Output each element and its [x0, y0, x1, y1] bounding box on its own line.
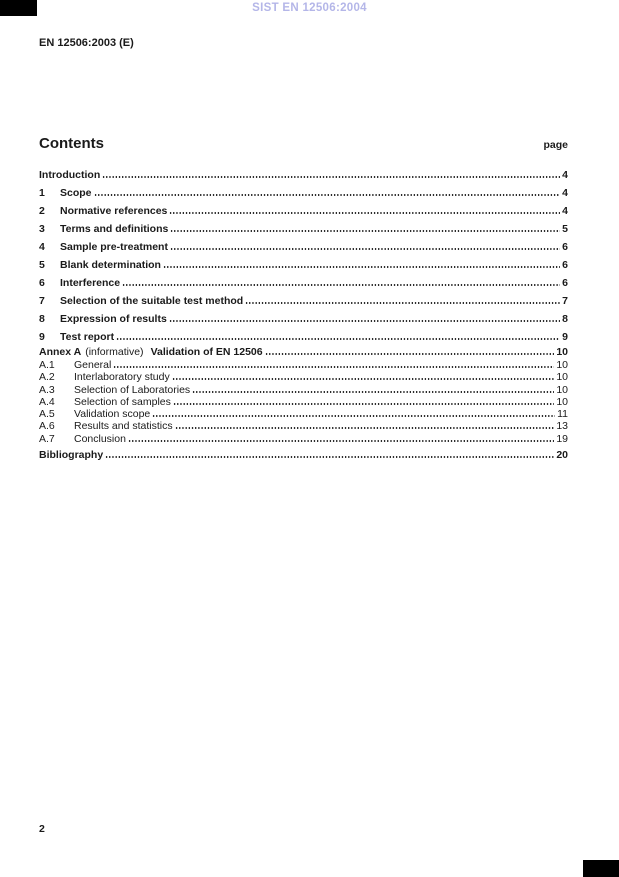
toc-list: [39, 166, 568, 463]
dotted-leader: [152, 415, 555, 417]
toc-entry-title: Conclusion: [74, 432, 126, 445]
toc-row: [39, 408, 568, 420]
toc-header: [39, 134, 568, 153]
toc-entry-page: 5: [562, 223, 568, 235]
toc-row: [39, 184, 568, 202]
toc-row: [39, 433, 568, 445]
dotted-leader: [175, 427, 555, 429]
page-column-label: page: [543, 139, 568, 151]
dotted-leader: [173, 403, 554, 405]
toc-row: [39, 256, 568, 274]
toc-entry-title: Bibliography: [39, 449, 104, 462]
toc-row: [39, 420, 568, 432]
toc-entry-title: Sample pre-treatment: [60, 241, 168, 253]
toc-row: [39, 310, 568, 328]
contents-heading: Contents: [39, 135, 104, 152]
dotted-leader: [122, 284, 560, 286]
dotted-leader: [170, 248, 560, 250]
toc-entry-page: 19: [556, 432, 568, 445]
toc-row: [39, 220, 568, 238]
dotted-leader: [172, 378, 555, 380]
toc-entry-title: Interlaboratory study: [74, 371, 170, 384]
dotted-leader: [265, 353, 555, 355]
toc-entry-page: 6: [562, 259, 568, 271]
toc-entry-page: 6: [562, 241, 568, 253]
toc-entry-page: 20: [556, 449, 568, 462]
toc-entry-title: Test report: [60, 331, 115, 343]
toc-row: [39, 371, 568, 383]
document-reference: EN 12506:2003 (E): [39, 37, 134, 49]
table-of-contents: [39, 134, 568, 463]
dotted-leader: [102, 176, 560, 178]
standard-id-watermark: SIST EN 12506:2004: [252, 2, 367, 14]
toc-entry-title: Selection of Laboratories: [74, 383, 191, 396]
toc-entry-page: 10: [556, 395, 568, 408]
toc-entry-number: A.2: [39, 371, 55, 384]
toc-entry-page: 4: [562, 169, 568, 181]
dotted-leader: [192, 391, 554, 393]
toc-entry-page: 10: [556, 346, 568, 358]
toc-entry-title: General: [74, 359, 112, 371]
toc-entry-title: Introduction: [39, 169, 101, 181]
toc-row: [39, 274, 568, 292]
toc-row: [39, 166, 568, 184]
toc-entry-page: 8: [562, 313, 568, 325]
annex-qualifier: (informative): [85, 346, 144, 358]
dotted-leader: [170, 230, 560, 232]
dotted-leader: [163, 266, 560, 268]
toc-entry-title: Expression of results: [60, 313, 167, 325]
dotted-leader: [245, 302, 560, 304]
annex-title: Validation of EN 12506: [150, 346, 263, 358]
toc-row: [39, 346, 568, 359]
toc-entry-title: [39, 346, 263, 359]
toc-entry-page: 7: [562, 295, 568, 307]
toc-entry-page: 4: [562, 187, 568, 199]
corner-crop-mark-bottom-right: [583, 860, 619, 877]
toc-entry-number: 5: [39, 259, 45, 271]
toc-entry-number: A.6: [39, 420, 55, 433]
toc-row: [39, 384, 568, 396]
toc-entry-number: 8: [39, 313, 45, 325]
dotted-leader: [94, 194, 561, 196]
page-number: 2: [39, 823, 45, 835]
toc-entry-number: A.1: [39, 359, 55, 371]
toc-entry-page: 13: [556, 420, 568, 433]
annex-label: Annex A: [39, 346, 82, 358]
toc-row: [39, 292, 568, 310]
toc-entry-number: 3: [39, 223, 45, 235]
toc-entry-number: A.4: [39, 395, 55, 408]
toc-entry-title: Validation scope: [74, 408, 151, 421]
toc-entry-title: Normative references: [60, 205, 168, 217]
toc-entry-page: 10: [556, 359, 568, 371]
toc-entry-title: Terms and definitions: [60, 223, 169, 235]
toc-entry-page: 4: [562, 205, 568, 217]
toc-entry-title: Scope: [60, 187, 92, 199]
dotted-leader: [169, 320, 560, 322]
toc-entry-number: 4: [39, 241, 45, 253]
dotted-leader: [113, 366, 554, 368]
toc-entry-title: Blank determination: [60, 259, 161, 271]
toc-entry-page: 11: [557, 408, 568, 421]
toc-row: [39, 328, 568, 346]
toc-entry-page: 10: [556, 383, 568, 396]
toc-entry-title: Results and statistics: [74, 420, 173, 433]
dotted-leader: [169, 212, 560, 214]
toc-entry-number: 9: [39, 331, 45, 343]
toc-row: [39, 359, 568, 371]
toc-entry-number: 2: [39, 205, 45, 217]
toc-row: [39, 238, 568, 256]
dotted-leader: [105, 456, 554, 458]
dotted-leader: [128, 440, 554, 442]
toc-entry-page: 10: [556, 371, 568, 384]
toc-entry-title: Interference: [60, 277, 121, 289]
toc-row: [39, 448, 568, 463]
toc-entry-number: A.7: [39, 432, 55, 445]
toc-entry-number: A.3: [39, 383, 55, 396]
toc-entry-number: 7: [39, 295, 45, 307]
toc-entry-number: 1: [39, 187, 45, 199]
toc-row: [39, 396, 568, 408]
toc-entry-number: A.5: [39, 408, 55, 421]
toc-entry-number: 6: [39, 277, 45, 289]
toc-entry-title: Selection of the suitable test method: [60, 295, 244, 307]
toc-entry-page: 9: [562, 331, 568, 343]
dotted-leader: [116, 338, 560, 340]
toc-entry-page: 6: [562, 277, 568, 289]
toc-entry-title: Selection of samples: [74, 395, 171, 408]
toc-row: [39, 202, 568, 220]
